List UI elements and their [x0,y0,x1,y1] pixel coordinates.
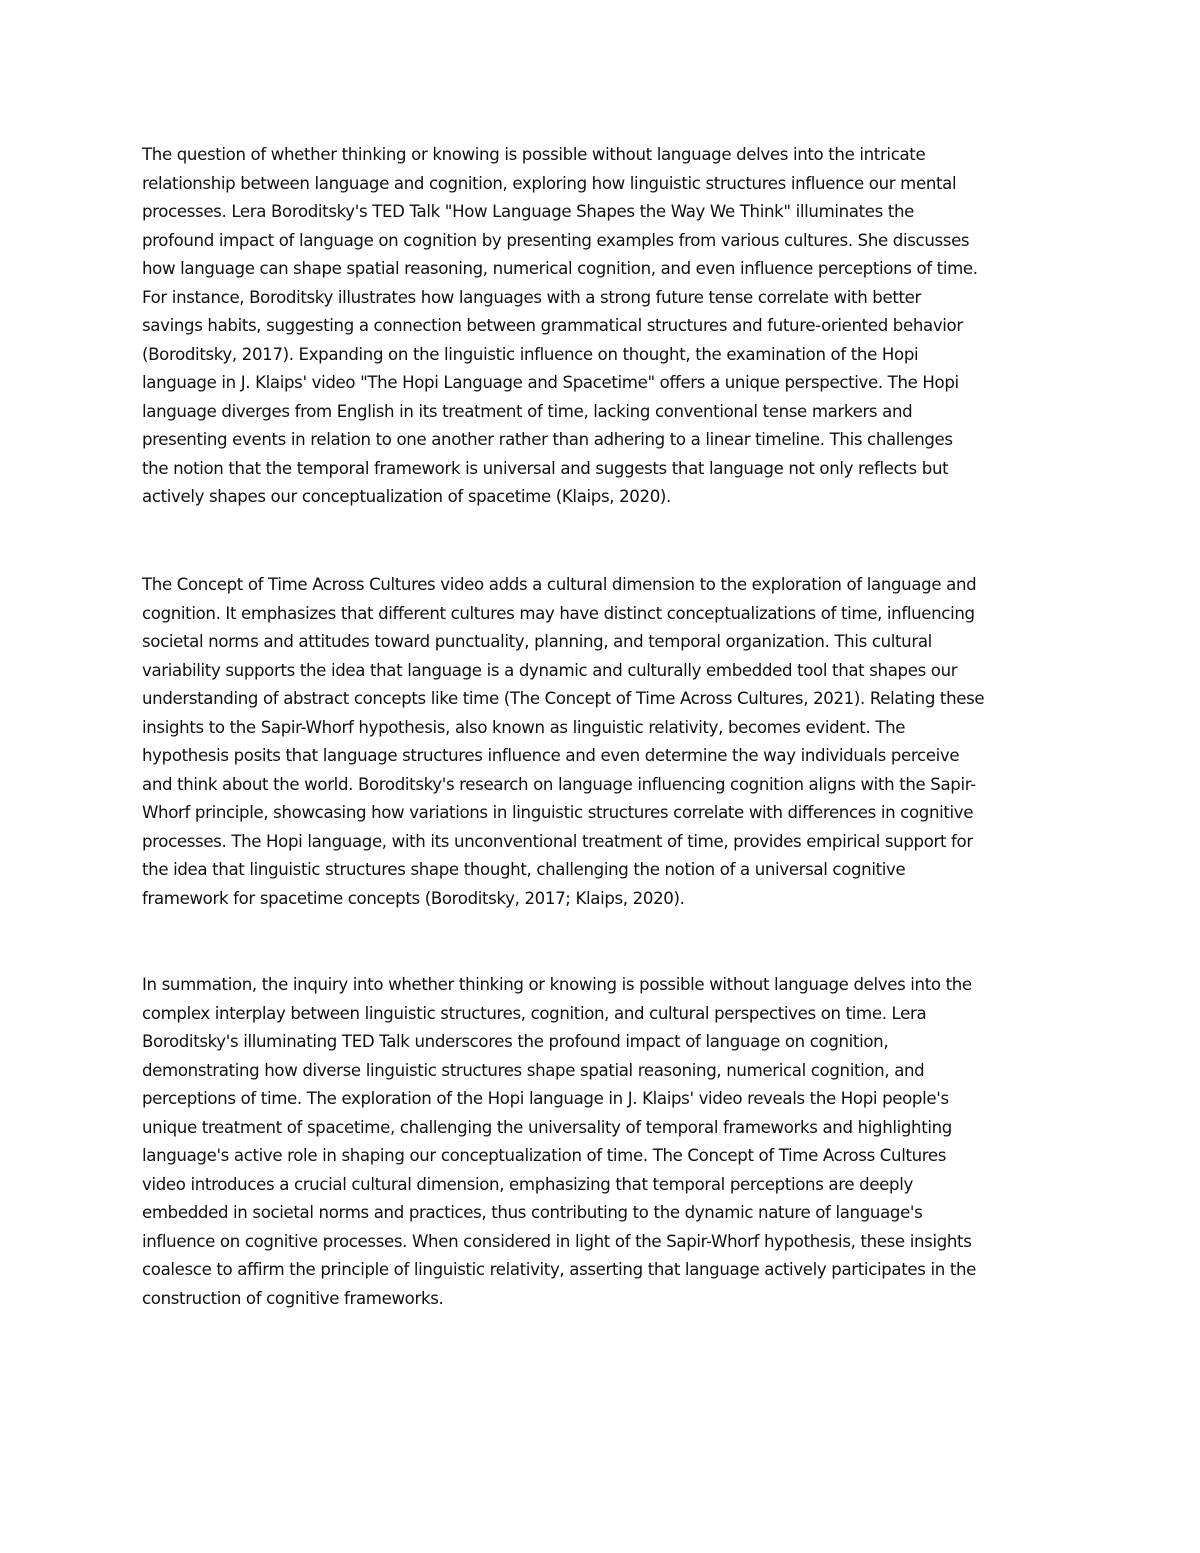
text-line: and think about the world. Boroditsky's research on language influencing cognition aligns with the Sapir- [142,774,976,794]
text-line: the idea that linguistic structures shape thought, challenging the notion of a universal cognitive [142,860,906,879]
text-line: language diverges from English in its treatment of time, lacking conventional tense markers and [142,401,913,421]
text-line: processes. The Hopi language, with its unconventional treatment of time, provides empirical support for [142,831,973,851]
text-line: processes. Lera Boroditsky's TED Talk "How Language Shapes the Way We Think" illuminates the [142,202,915,221]
text-line: savings habits, suggesting a connection between grammatical structures and future-oriented behavior [142,316,963,335]
text-line: In summation, the inquiry into whether thinking or knowing is possible without language delves into the [142,975,972,994]
text-line: the notion that the temporal framework is universal and suggests that language not only reflects but [142,458,949,478]
text-line: societal norms and attitudes toward punctuality, planning, and temporal organization. This cultural [142,632,932,651]
text-line: Boroditsky's illuminating TED Talk underscores the profound impact of language on cognition, [142,1032,889,1051]
text-line: language's active role in shaping our conceptualization of time. The Concept of Time Across Cultures [142,1146,947,1165]
text-line: language in J. Klaips' video "The Hopi Language and Spacetime" offers a unique perspective. The Hopi [142,373,959,392]
text-line: influence on cognitive processes. When considered in light of the Sapir-Whorf hypothesis, these insights [142,1231,972,1251]
text-line: For instance, Boroditsky illustrates how languages with a strong future tense correlate with better [142,287,921,307]
text-line: actively shapes our conceptualization of spacetime (Klaips, 2020). [142,487,671,506]
text-line: perceptions of time. The exploration of the Hopi language in J. Klaips' video reveals the Hopi people's [142,1089,949,1108]
text-line: presenting events in relation to one another rather than adhering to a linear timeline. This challenges [142,430,953,449]
text-line: understanding of abstract concepts like time (The Concept of Time Across Cultures, 2021). Relating these [142,689,985,708]
text-line: framework for spacetime concepts (Boroditsky, 2017; Klaips, 2020). [142,888,685,908]
text-line: The Concept of Time Across Cultures video adds a cultural dimension to the exploration of language and [142,575,977,594]
text-line: insights to the Sapir-Whorf hypothesis, also known as linguistic relativity, becomes evident. The [142,717,906,737]
text-line: complex interplay between linguistic structures, cognition, and cultural perspectives on time. Lera [142,1003,927,1023]
text-line: profound impact of language on cognition by presenting examples from various cultures. She discusses [142,230,970,250]
text-line: construction of cognitive frameworks. [142,1288,444,1308]
text-line: video introduces a crucial cultural dimension, emphasizing that temporal perceptions are deeply [142,1174,913,1194]
text-line: Whorf principle, showcasing how variations in linguistic structures correlate with differences in cognitive [142,803,974,822]
text-line: relationship between language and cognition, exploring how linguistic structures influence our mental [142,173,957,193]
text-line: how language can shape spatial reasoning, numerical cognition, and even influence perceptions of time. [142,259,978,278]
text-line: embedded in societal norms and practices, thus contributing to the dynamic nature of language's [142,1203,923,1222]
text-line: The question of whether thinking or knowing is possible without language delves into the intricate [142,145,926,164]
text-line: variability supports the idea that language is a dynamic and culturally embedded tool that shapes our [142,660,958,680]
text-line: unique treatment of spacetime, challenging the universality of temporal frameworks and highlighting [142,1117,952,1137]
text-line: hypothesis posits that language structures influence and even determine the way individuals perceive [142,746,960,765]
text-line: cognition. It emphasizes that different cultures may have distinct conceptualizations of time, influencing [142,603,975,623]
paragraph-3 [142,971,976,1313]
text-line: coalesce to affirm the principle of linguistic relativity, asserting that language actively participates in the [142,1260,976,1279]
paragraph-2 [142,571,984,913]
text-line: (Boroditsky, 2017). Expanding on the linguistic influence on thought, the examination of the Hopi [142,344,919,364]
paragraph-1 [142,141,978,512]
text-line: demonstrating how diverse linguistic structures shape spatial reasoning, numerical cognition, and [142,1060,925,1080]
